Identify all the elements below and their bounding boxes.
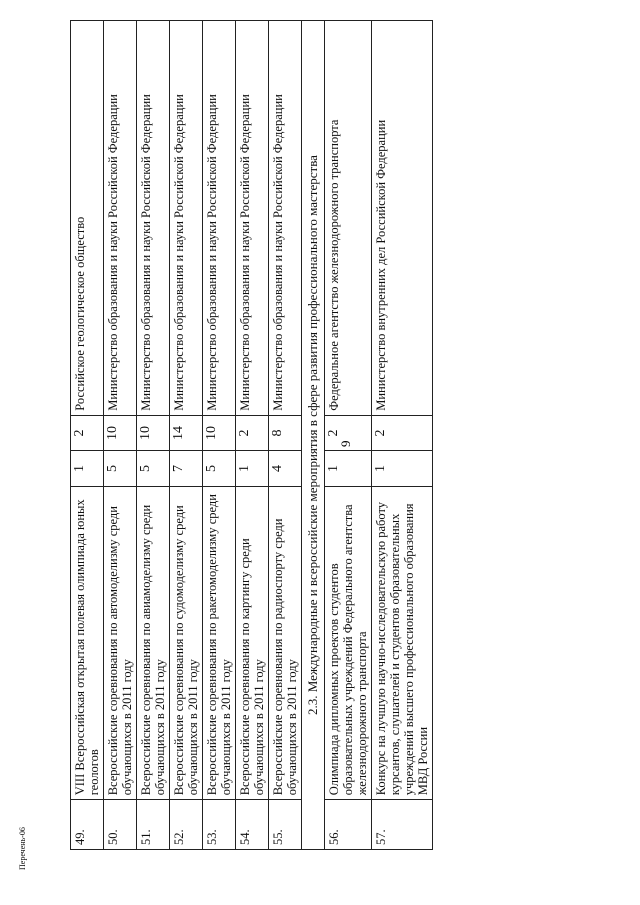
- cell-b: 2: [236, 415, 269, 451]
- table-row: [170, 21, 203, 850]
- cell-n: 50.: [104, 800, 137, 850]
- cell-n: 57.: [372, 800, 433, 850]
- cell-org: Министерство внутренних дел Российской Федерации: [372, 21, 433, 416]
- table-row: [269, 21, 302, 850]
- cell-a: 5: [137, 451, 170, 487]
- cell-org: Министерство образования и науки Российской Федерации: [203, 21, 236, 416]
- table-row: [372, 21, 433, 850]
- cell-a: 5: [203, 451, 236, 487]
- cell-a: 4: [269, 451, 302, 487]
- table-row: [104, 21, 137, 850]
- cell-a: 1: [236, 451, 269, 487]
- cell-n: 54.: [236, 800, 269, 850]
- cell-n: 49.: [71, 800, 104, 850]
- footer-code: Перечень-06: [18, 827, 27, 870]
- cell-name: Всероссийские соревнования по ракетомоделизму среди обучающихся в 2011 году: [203, 486, 236, 800]
- cell-org: Министерство образования и науки Российской Федерации: [137, 21, 170, 416]
- cell-b: 2: [372, 415, 433, 451]
- cell-name: Всероссийские соревнования по автомоделизму среди обучающихся в 2011 году: [104, 486, 137, 800]
- cell-n: 53.: [203, 800, 236, 850]
- cell-a: 5: [104, 451, 137, 487]
- page-number: 9: [338, 440, 353, 447]
- cell-name: Всероссийские соревнования по радиоспорту среди обучающихся в 2011 году: [269, 486, 302, 800]
- cell-org: Российское геологическое общество: [71, 21, 104, 416]
- cell-n: 51.: [137, 800, 170, 850]
- cell-org: Министерство образования и науки Российской Федерации: [104, 21, 137, 416]
- cell-a: 1: [325, 451, 372, 487]
- cell-a: 1: [71, 451, 104, 487]
- cell-name: VIII Всероссийская открытая полевая олимпиада юных геологов: [71, 486, 104, 800]
- cell-b: 8: [269, 415, 302, 451]
- cell-name: Конкурс на лучшую научно-исследовательскую работу курсантов, слушателей и студентов образовательных учреждений высшего профессионального образования МВД России: [372, 486, 433, 800]
- cell-b: 2: [325, 415, 372, 451]
- table-row: [137, 21, 170, 850]
- cell-b: 10: [104, 415, 137, 451]
- cell-n: 52.: [170, 800, 203, 850]
- rotated-document: [70, 20, 570, 850]
- table-row: [325, 21, 372, 850]
- cell-org: Министерство образования и науки Российской Федерации: [170, 21, 203, 416]
- cell-a: 7: [170, 451, 203, 487]
- cell-b: 10: [203, 415, 236, 451]
- section-heading: 2.3. Международные и всероссийские мероприятия в сфере развития профессионального мастерства: [302, 21, 325, 850]
- cell-org: Министерство образования и науки Российской Федерации: [269, 21, 302, 416]
- cell-n: 55.: [269, 800, 302, 850]
- cell-b: 10: [137, 415, 170, 451]
- cell-name: Всероссийские соревнования по судомоделизму среди обучающихся в 2011 году: [170, 486, 203, 800]
- cell-name: Всероссийские соревнования по картингу среди обучающихся в 2011 году: [236, 486, 269, 800]
- table-row: [71, 21, 104, 850]
- cell-b: 2: [71, 415, 104, 451]
- cell-name: Олимпиада дипломных проектов студентов образовательных учреждений Федерального агентства железнодорожного транспорта: [325, 486, 372, 800]
- events-table: [70, 20, 433, 850]
- cell-name: Всероссийские соревнования по авиамоделизму среди обучающихся в 2011 году: [137, 486, 170, 800]
- cell-b: 14: [170, 415, 203, 451]
- cell-a: 1: [372, 451, 433, 487]
- cell-n: 56.: [325, 800, 372, 850]
- section-row: [302, 21, 325, 850]
- cell-org: Федеральное агентство железнодорожного транспорта: [325, 21, 372, 416]
- table-row: [203, 21, 236, 850]
- table-row: [236, 21, 269, 850]
- cell-org: Министерство образования и науки Российской Федерации: [236, 21, 269, 416]
